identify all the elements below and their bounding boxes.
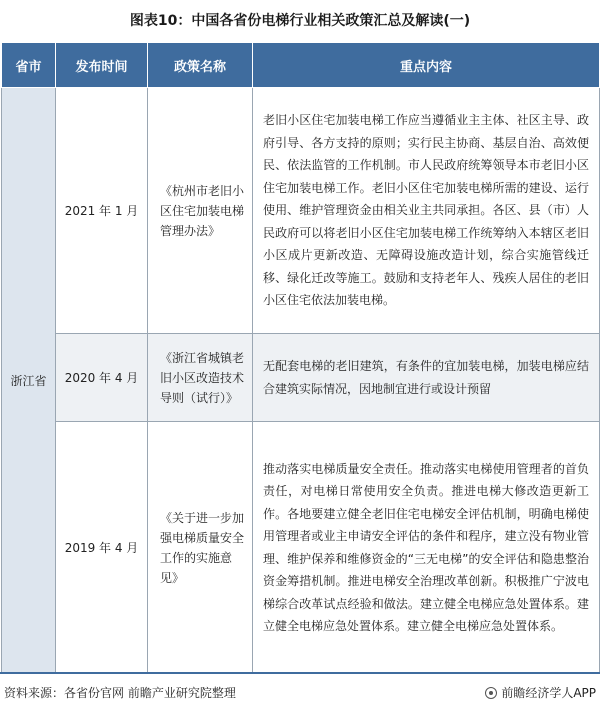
table-row <box>2 88 600 334</box>
table-row <box>2 422 600 674</box>
content-cell: 无配套电梯的老旧建筑，有条件的宜加装电梯，加装电梯应结合建筑实际情况，因地制宜进行或设计预留 <box>253 334 600 422</box>
brand <box>485 684 596 701</box>
policy-name-cell: 《关于进一步加强电梯质量安全工作的实施意见》 <box>148 422 253 674</box>
policy-table <box>1 42 600 674</box>
date-cell: 2019 年 4 月 <box>56 422 148 674</box>
date-cell: 2020 年 4 月 <box>56 334 148 422</box>
header-policy-name: 政策名称 <box>148 43 253 88</box>
footer <box>0 672 600 710</box>
header-date: 发布时间 <box>56 43 148 88</box>
page-title: 图表10：中国各省份电梯行业相关政策汇总及解读(一) <box>129 13 471 29</box>
header-key-content: 重点内容 <box>253 43 600 88</box>
content-cell: 老旧小区住宅加装电梯工作应当遵循业主主体、社区主导、政府引导、各方支持的原则；实行民主协商、基层自治、高效便民、依法监管的工作机制。市人民政府统筹领导本市老旧小区住宅加装电梯工作。老旧小区住宅加装电梯所需的建设、运行使用、维护管理资金由相关业主共同承担。各区、县（市）人民政府可以将老旧小区住宅加装电梯工作统筹纳入本辖区老旧小区成片更新改造、无障碍设施改造计划，综合实施管线迁移、绿化迁改等施工。鼓励和支持老年人、残疾人居住的老旧小区住宅依法加装电梯。 <box>253 88 600 334</box>
policy-name-cell: 《浙江省城镇老旧小区改造技术导则（试行）》 <box>148 334 253 422</box>
source-note: 资料来源：各省份官网 前瞻产业研究院整理 <box>4 686 236 700</box>
header-province: 省市 <box>2 43 56 88</box>
table-header-row <box>2 43 600 88</box>
qianzhan-logo-icon <box>485 687 497 699</box>
brand-label: 前瞻经济学人APP <box>501 686 596 700</box>
content-cell: 推动落实电梯质量安全责任。推动落实电梯使用管理者的首负责任，对电梯日常使用安全负责。推进电梯大修改造更新工作。各地要建立健全老旧住宅电梯安全评估机制，明确电梯使用管理者或业主申请安全评估的条件和程序，建立没有物业管理、维护保养和维修资金的“三无电梯”的安全评估和隐患整治资金筹措机制。推进电梯安全治理改革创新。积极推广宁波电梯综合改革试点经验和做法。建立健全电梯应急处置体系。建立健全电梯应急处置体系。建立健全电梯应急处置体系。 <box>253 422 600 674</box>
policy-name-cell: 《杭州市老旧小区住宅加装电梯管理办法》 <box>148 88 253 334</box>
date-cell: 2021 年 1 月 <box>56 88 148 334</box>
table-row <box>2 334 600 422</box>
province-cell: 浙江省 <box>2 88 56 674</box>
